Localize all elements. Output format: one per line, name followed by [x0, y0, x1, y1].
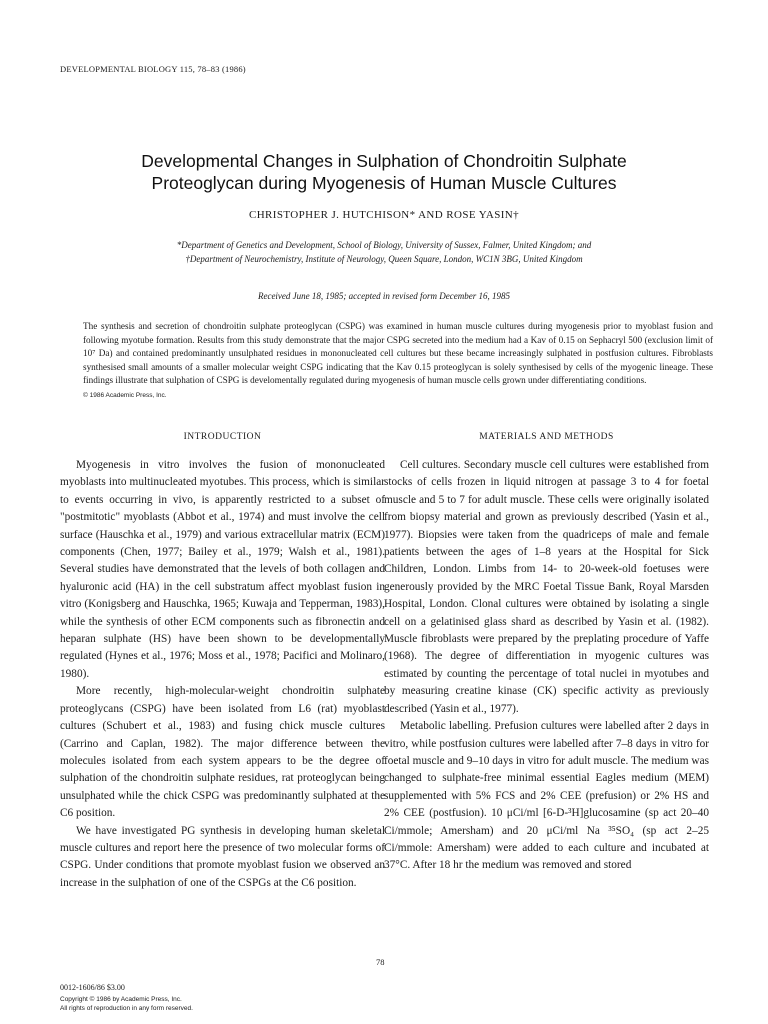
intro-paragraph-1: Myogenesis in vitro involves the fusion of mononucleated myoblasts into multinucleated myotubes. This process, which is similar to events occurring in vivo, is apparently restricted to a subset of "postmitotic" myoblasts (Abbot et al., 1974) and must involve the cell surface (Hauschka et al., 1979) and various extracellular matrix (ECM) components (Chen, 1977; Bailey et al., 1979; Walsh et al., 1981). Several studies have demonstrated that the levels of both collagen and hyaluronic acid (HA) in the cell substratum affect myoblast fusion in vitro (Konigsberg and Hauschka, 1965; Kuwaja and Tepperman, 1983), while the synthesis of other ECM components such as fibronectin and heparan sulphate (HS) have been shown to be developmentally regulated (Hynes et al., 1976; Moss et al., 1978; Pacifici and Molinaro, 1980). [60, 459, 385, 680]
journal-running-head: DEVELOPMENTAL BIOLOGY 115, 78–83 (1986) [60, 64, 246, 74]
intro-paragraph-2: More recently, high-molecular-weight chondroitin sulphate proteoglycans (CSPG) have been isolated from L6 (rat) myoblast cultures (Schubert et al., 1983) and fusing chick muscle cultures (Carrino and Caplan, 1982). The major difference between the molecules isolated from each system appears to be the degree of sulphation of the chondroitin sulphate residues, rat proteoglycan being unsulphated while the chick CSPG was predominantly sulphated at the C6 position. [60, 685, 385, 820]
introduction-heading: INTRODUCTION [183, 432, 262, 442]
footer-notice [60, 983, 193, 1013]
left-column [60, 431, 385, 892]
abstract-text: The synthesis and secretion of chondroitin sulphate proteoglycan (CSPG) was examined in human muscle cultures during myogenesis prior to myoblast fusion and following myotube formation. Results from this study demonstrate that the major CSPG secreted into the medium had a Kav of 0.15 on Sephacryl 500 (exclusion limit of 10⁷ Da) and contained predominantly unsulphated residues in mononucleated cell cultures but these became increasingly sulphated in postfusion cultures. Fibroblasts synthesised small amounts of a smaller molecular weight CSPG indicating that the Kav 0.15 proteoglycan is solely synthesised by cells of the myogenic lineage. These findings illustrate that sulphation of CSPG is develomentally regulated during myogenesis of human muscle cells grown under differentiating conditions. [83, 321, 713, 386]
copyright-line-2: All rights of reproduction in any form reserved. [60, 1005, 193, 1012]
article-title [60, 150, 708, 194]
affiliations [60, 238, 708, 266]
affiliation-2: †Department of Neurochemistry, Institute of Neurology, Queen Square, London, WC1N 3BG, United Kingdom [185, 254, 583, 264]
methods-heading: MATERIALS AND METHODS [479, 432, 614, 442]
methods-paragraph-1: Cell cultures. Secondary muscle cell cultures were established from stocks of cells frozen in liquid nitrogen at passage 3 to 4 for foetal muscle and 5 to 7 for adult muscle. These cells were originally isolated from biopsy material and grown as previously described (Yasin et al., 1977). Biopsies were taken from the quadriceps of male and female patients between the ages of 1–8 years at the Hospital for Sick Children, London. Limbs from 14- to 20-week-old foetuses were generously provided by the MRC Foetal Tissue Bank, Royal Marsden Hospital, London. Clonal cultures were obtained by isolating a single cell on a gelatinised glass shard as described by Yasin et al. (1982). Muscle fibroblasts were prepared by the preplating procedure of Yaffe (1968). The degree of differentiation in myogenic cultures was estimated by counting the percentage of total nuclei in myotubes and by measuring creatine kinase (CK) specific activity as previously described (Yasin et al., 1977). [384, 459, 709, 715]
price-code: 0012-1606/86 $3.00 [60, 983, 125, 992]
intro-paragraph-3: We have investigated PG synthesis in developing human skeletal muscle cultures and report here the presence of two molecular forms of CSPG. Under conditions that promote myoblast fusion we observed an increase in the sulphation of one of the CSPGs at the C6 position. [60, 824, 385, 889]
received-dates: Received June 18, 1985; accepted in revised form December 16, 1985 [257, 291, 511, 301]
methods-paragraph-2: Metabolic labelling. Prefusion cultures were labelled after 2 days in vitro, while postfusion cultures were labelled after 7–8 days in vitro for foetal muscle and 9–10 days in vitro for adult muscle. The medium was changed to sulphate-free minimal essential Eagles medium (MEM) supplemented with 5% FCS and 2% CEE (prefusion) or 2% HS and 2% CEE (postfusion). 10 μCi/ml [6-D-³H]glucosamine (sp act 20–40 Ci/mmole; Amersham) and 20 μCi/ml Na ³⁵SO₄ (sp act 2–25 Ci/mmole: Amersham) were added to each culture and incubated at 37°C. After 18 hr the medium was removed and stored [384, 720, 709, 872]
title-line-1: Developmental Changes in Sulphation of Chondroitin Sulphate [141, 151, 627, 171]
right-column [384, 431, 709, 875]
author-line: CHRISTOPHER J. HUTCHISON* AND ROSE YASIN† [248, 209, 520, 221]
title-line-2: Proteoglycan during Myogenesis of Human Muscle Cultures [151, 173, 617, 193]
page-number: 78 [376, 957, 385, 967]
affiliation-1: *Department of Genetics and Development, School of Biology, University of Sussex, Falmer, United Kingdom; and [176, 240, 592, 250]
copyright-line-1: Copyright © 1986 by Academic Press, Inc. [60, 996, 182, 1003]
abstract [83, 320, 713, 403]
abstract-copyright: © 1986 Academic Press, Inc. [83, 391, 167, 399]
